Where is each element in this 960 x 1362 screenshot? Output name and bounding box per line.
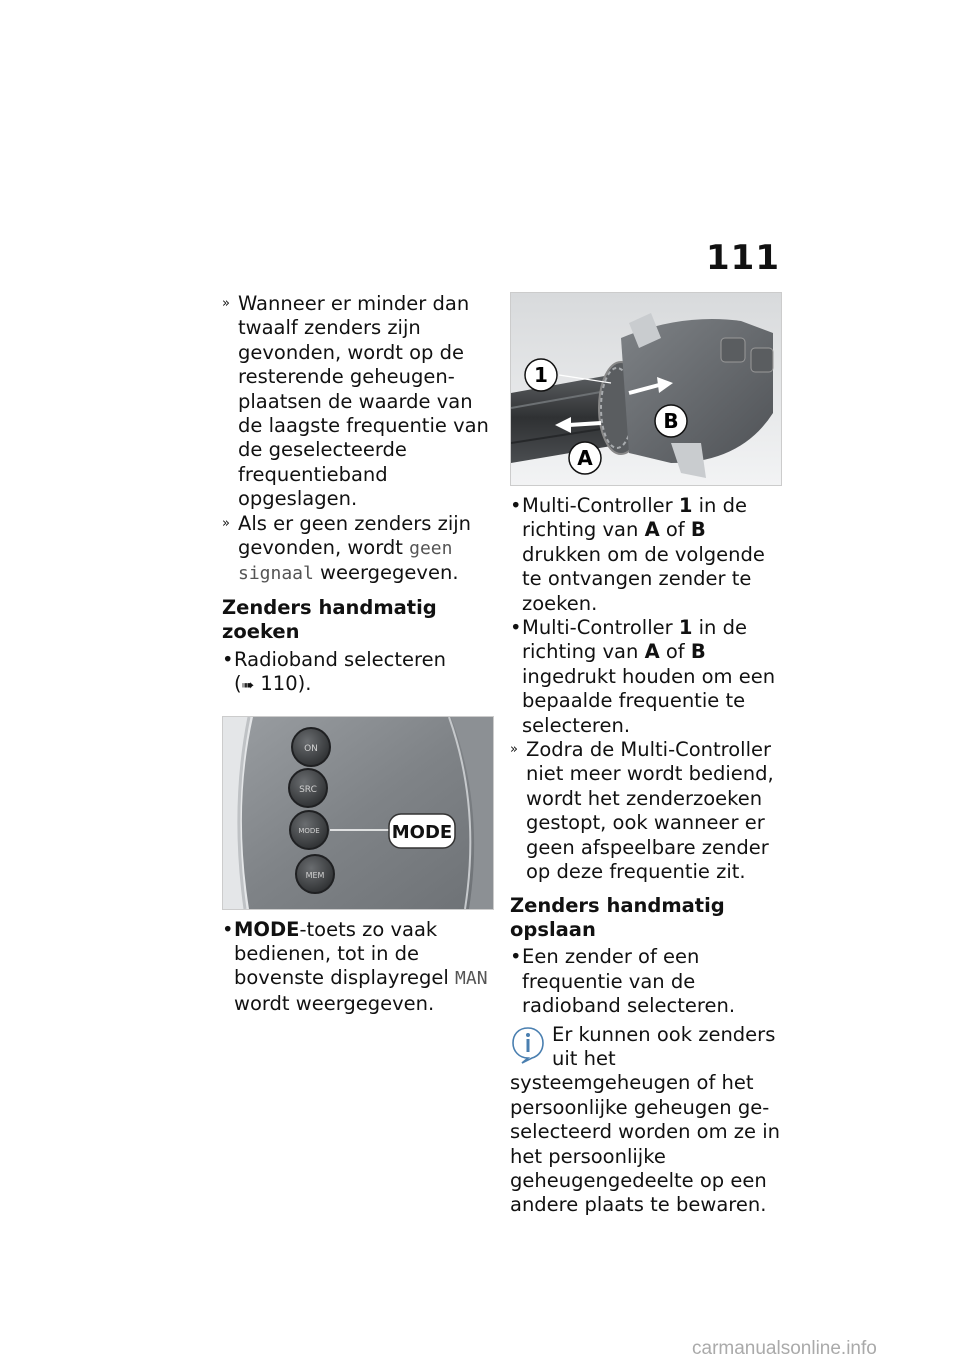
bullet-text: Radioband selecteren (234, 647, 446, 671)
result-item (222, 512, 492, 587)
bullet-item (510, 945, 782, 1018)
bold-term: B (690, 518, 706, 542)
callout-1 (525, 359, 557, 391)
bold-term: 1 (678, 616, 693, 640)
note-text: Er kunnen ook zenders uit het systeemgeheugen of het persoonlijke geheugen geselecteerd worden om ze in het persoonlijke geheugengedeelte op een andere plaats te bewaren. (510, 1022, 781, 1217)
bullet-item (510, 494, 782, 616)
bullet-text: -toets zo vaak bedienen, tot in de bovenste displayregel (234, 917, 456, 990)
callout-a (569, 442, 601, 474)
src-button (289, 769, 327, 807)
mode-button-label: MODE (298, 826, 320, 835)
watermark[interactable]: carmanualsonline.info (692, 1338, 877, 1359)
ref-close: ). (297, 672, 312, 696)
bullet-text: in de richting van (522, 494, 747, 542)
callout-b-label: B (663, 409, 679, 433)
page-number: 111 (706, 238, 780, 278)
left-column (222, 292, 492, 1016)
bullet-icon: • (222, 917, 234, 941)
on-button-label: ON (304, 743, 318, 754)
result-arrow-icon: » (222, 296, 230, 311)
multi-controller-figure (510, 292, 782, 486)
radio-buttons-illustration (223, 717, 493, 909)
right-column (510, 292, 782, 1218)
mem-button-label: MEM (305, 870, 325, 880)
mode-button (290, 811, 328, 849)
bullet-text: in de richting van (522, 616, 747, 664)
bullet-item (222, 648, 492, 698)
bullet-text: Multi-Controller (522, 616, 679, 640)
bold-term: B (690, 640, 706, 664)
callout-b (655, 405, 687, 437)
result-text: Zodra de Multi-Controller niet meer wordt bediend, wordt het zenderzoeken gestopt, ook wanneer er geen afspeelbare zender op deze frequentie zit. (526, 738, 774, 884)
callout-1-label: 1 (534, 363, 548, 387)
src-button-label: SRC (299, 784, 317, 795)
bold-term: MODE (234, 917, 300, 941)
bullet-icon: • (510, 616, 522, 640)
result-item (222, 292, 492, 512)
mode-button-figure (222, 716, 494, 910)
result-arrow-icon: » (510, 742, 518, 758)
mode-callout-label: MODE (391, 821, 453, 843)
info-note (510, 1023, 782, 1218)
result-text: Als er geen zenders zijn gevonden, wordt (238, 511, 472, 560)
section-heading: Zenders handmatig zoeken (222, 595, 437, 644)
mode-callout (389, 814, 455, 848)
bullet-item (510, 616, 782, 738)
result-text: weergegeven. (313, 561, 459, 585)
bold-term: 1 (678, 494, 693, 517)
callout-a-label: A (577, 446, 593, 470)
page-reference-arrow-icon: ➠ (241, 676, 255, 695)
bullet-icon: • (222, 647, 234, 671)
bold-term: A (644, 640, 660, 664)
section-heading: Zenders handmatig opslaan (510, 893, 725, 941)
bullet-text: drukken om de volgende te ontvangen zender te zoeken. (522, 542, 765, 615)
result-arrow-icon: » (222, 515, 230, 531)
bullet-icon: • (510, 945, 522, 969)
bullet-text: Een zender of een frequentie van de radioband selecteren. (522, 945, 736, 1018)
bullet-text: ingedrukt houden om een bepaalde frequentie te selecteren. (522, 664, 776, 737)
result-text: Wanneer er minder dan twaalf zenders zijn gevonden, wordt op de resterende geheugenplaatsen de waarde van de laagste frequentie van de geselecteerde frequentieband opgeslagen. (238, 292, 489, 511)
on-button (292, 728, 330, 766)
bullet-item (222, 918, 492, 1017)
display-text: MAN (455, 968, 488, 990)
bullet-icon: • (510, 494, 522, 517)
ref-open: ( (234, 672, 242, 696)
mem-button (296, 855, 334, 893)
handlebar-illustration (511, 293, 781, 485)
bullet-text: Multi-Controller (522, 494, 679, 517)
info-note-icon (510, 1025, 546, 1065)
bullet-text: wordt weergegeven. (234, 991, 435, 1015)
display-text: geen signaal (238, 538, 453, 585)
bullet-text: of (659, 518, 691, 542)
page-reference[interactable]: 110 (260, 672, 298, 696)
bullet-text: of (659, 640, 691, 664)
result-item (510, 738, 782, 884)
bold-term: A (644, 518, 660, 542)
